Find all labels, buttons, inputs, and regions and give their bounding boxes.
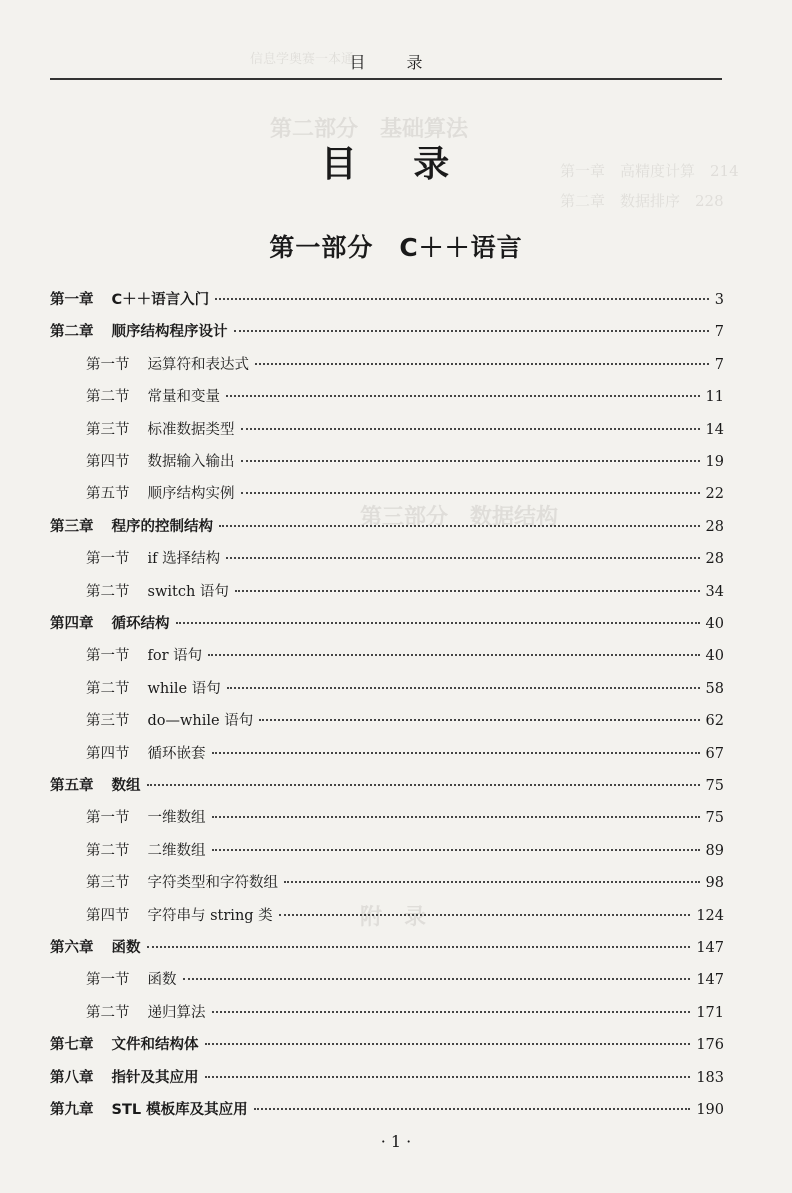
toc-leader-dots: [147, 946, 691, 948]
bleed-through-text: 附 录: [360, 904, 427, 930]
toc-leader-dots: [215, 298, 709, 300]
toc-entry-title: 循环嵌套: [147, 745, 206, 762]
toc-entry-title: 一维数组: [147, 810, 206, 827]
toc-entry-number: 第一节: [86, 648, 130, 665]
toc-entry-title: 程序的控制结构: [111, 518, 213, 535]
toc-chapter-row[interactable]: [50, 612, 724, 634]
toc-leader-dots: [147, 784, 700, 786]
toc-leader-dots: [205, 1076, 691, 1078]
toc-section-row[interactable]: [86, 644, 724, 666]
toc-chapter-row[interactable]: [50, 515, 724, 537]
toc-chapter-row[interactable]: [50, 288, 724, 310]
toc-section-row[interactable]: [86, 353, 724, 375]
toc-entry-title: 文件和结构体: [111, 1037, 199, 1054]
toc-leader-dots: [227, 687, 700, 689]
toc-page-number: 67: [705, 745, 724, 762]
toc-page-number: 147: [696, 940, 724, 956]
toc-page-number: 89: [705, 842, 724, 859]
toc-entry-number: 第五章: [50, 778, 94, 794]
toc-chapter-row[interactable]: [50, 1033, 724, 1055]
toc-page-number: 14: [705, 421, 724, 438]
toc-leader-dots: [212, 849, 700, 851]
toc-section-row[interactable]: [86, 742, 724, 764]
toc-entry-title: 常量和变量: [147, 389, 220, 406]
bleed-through-text: 第二章 数据排序 228: [560, 192, 724, 210]
toc-page-number: 75: [705, 778, 724, 794]
toc-entry-number: 第六章: [50, 940, 94, 956]
toc-page-number: 28: [705, 518, 724, 535]
toc-entry-number: 第二节: [86, 680, 130, 697]
toc-page-number: 40: [705, 648, 724, 665]
toc-entry-number: 第四章: [50, 616, 94, 632]
toc-chapter-row[interactable]: [50, 1066, 724, 1088]
toc-entry-title: C＋＋语言入门: [111, 292, 210, 308]
toc-section-row[interactable]: [86, 709, 724, 731]
part-title: 第一部分 C＋＋语言: [269, 233, 523, 262]
toc-page-number: 147: [696, 972, 724, 989]
toc-entry-number: 第四节: [86, 745, 130, 762]
bleed-through-text: 第一章 高精度计算 214: [560, 162, 739, 180]
toc-chapter-row[interactable]: [50, 1098, 724, 1120]
toc-leader-dots: [254, 1108, 691, 1110]
running-header: [50, 48, 722, 80]
toc-section-row[interactable]: [86, 904, 724, 926]
toc-section-row[interactable]: [86, 871, 724, 893]
toc-entry-number: 第一节: [86, 356, 130, 373]
toc-page-number: 124: [696, 907, 724, 924]
toc-entry-title: 字符类型和字符数组: [147, 875, 278, 892]
toc-leader-dots: [241, 460, 700, 462]
toc-entry-title: switch 语句: [147, 583, 229, 600]
toc-entry-number: 第一节: [86, 810, 130, 827]
toc-leader-dots: [212, 752, 700, 754]
toc-entry-title: 递归算法: [147, 1004, 206, 1021]
toc-entry-title: STL 模板库及其应用: [111, 1102, 248, 1118]
toc-leader-dots: [226, 395, 700, 397]
toc-page-number: 3: [714, 292, 724, 308]
toc-entry-title: 顺序结构程序设计: [111, 324, 228, 341]
toc-page-number: 40: [705, 616, 724, 632]
toc-leader-dots: [205, 1043, 691, 1045]
bleed-through-text: 第二部分 基础算法: [270, 116, 469, 142]
toc-entry-number: 第三节: [86, 875, 130, 892]
toc-leader-dots: [212, 816, 700, 818]
toc-entry-number: 第三节: [86, 421, 130, 438]
toc-page-number: 176: [696, 1037, 724, 1054]
toc-entry-title: do—while 语句: [147, 713, 254, 730]
toc-leader-dots: [212, 1011, 691, 1013]
page-title: 目 录: [320, 144, 472, 185]
toc-entry-number: 第二章: [50, 324, 94, 341]
toc-leader-dots: [219, 525, 700, 527]
toc-entry-title: 二维数组: [147, 842, 206, 859]
bleed-through-text: 信息学奥赛一本通: [250, 52, 355, 67]
toc-page-number: 28: [705, 551, 724, 568]
toc-page-number: 98: [705, 875, 724, 892]
toc-page-number: 7: [714, 324, 724, 341]
toc-page-number: 171: [696, 1004, 724, 1021]
toc-page-number: 34: [705, 583, 724, 600]
toc-section-row[interactable]: [86, 677, 724, 699]
toc-page-number: 22: [705, 486, 724, 503]
toc-entry-title: 数据输入输出: [147, 454, 235, 470]
toc-section-row[interactable]: [86, 1001, 724, 1023]
toc-leader-dots: [234, 330, 709, 332]
header-title: 目 录: [349, 53, 441, 72]
toc-leader-dots: [208, 654, 699, 656]
toc-entry-title: 指针及其应用: [111, 1069, 199, 1086]
toc-entry-title: 运算符和表达式: [147, 356, 249, 373]
toc-entry-number: 第二节: [86, 583, 130, 600]
toc-leader-dots: [235, 590, 700, 592]
toc-entry-title: if 选择结构: [147, 551, 221, 568]
toc-section-row[interactable]: [86, 806, 724, 828]
toc-entry-number: 第四节: [86, 454, 130, 470]
toc-leader-dots: [284, 881, 700, 883]
toc-section-row[interactable]: [86, 839, 724, 861]
toc-section-row[interactable]: [86, 385, 724, 407]
toc-page-number: 62: [705, 713, 724, 730]
toc-chapter-row[interactable]: [50, 320, 724, 342]
toc-page-number: 190: [696, 1102, 724, 1118]
toc-entry-title: 函数: [147, 972, 177, 989]
toc-section-row[interactable]: [86, 547, 724, 569]
toc-entry-title: for 语句: [147, 648, 203, 665]
toc-leader-dots: [241, 428, 700, 430]
toc-section-row[interactable]: [86, 482, 724, 504]
toc-leader-dots: [226, 557, 699, 559]
toc-section-row[interactable]: [86, 450, 724, 472]
toc-entry-title: 顺序结构实例: [147, 486, 235, 503]
toc-page-number: 183: [696, 1069, 724, 1086]
toc-page-number: 58: [705, 680, 724, 697]
toc-entry-number: 第九章: [50, 1102, 94, 1118]
toc-leader-dots: [183, 978, 691, 980]
toc-entry-number: 第二节: [86, 1004, 130, 1021]
toc-entry-number: 第四节: [86, 907, 130, 924]
toc-page-number: 11: [705, 389, 724, 406]
toc-entry-title: 标准数据类型: [147, 421, 235, 438]
toc-chapter-row[interactable]: [50, 936, 724, 958]
toc-leader-dots: [255, 363, 709, 365]
toc-section-row[interactable]: [86, 968, 724, 990]
toc-entry-number: 第二节: [86, 842, 130, 859]
toc-entry-number: 第三章: [50, 518, 94, 535]
page-number-footer: · 1 ·: [380, 1132, 412, 1151]
toc-entry-number: 第二节: [86, 389, 130, 406]
toc-entry-title: while 语句: [147, 680, 221, 697]
toc-chapter-row[interactable]: [50, 774, 724, 796]
toc-entry-number: 第一节: [86, 551, 130, 568]
toc-entry-number: 第八章: [50, 1069, 94, 1086]
toc-entry-number: 第五节: [86, 486, 130, 503]
toc-section-row[interactable]: [86, 418, 724, 440]
toc-entry-number: 第一章: [50, 292, 94, 308]
toc-entry-number: 第三节: [86, 713, 130, 730]
toc-leader-dots: [259, 719, 699, 721]
toc-entry-title: 字符串与 string 类: [147, 907, 273, 924]
toc-entry-title: 数组: [111, 778, 141, 794]
bleed-through-text: 第三部分 数据结构: [360, 504, 559, 530]
toc-leader-dots: [279, 914, 691, 916]
toc-page-number: 75: [705, 810, 724, 827]
toc-entry-number: 第七章: [50, 1037, 94, 1054]
toc-leader-dots: [176, 622, 700, 624]
toc-page-number: 7: [714, 356, 724, 373]
toc-section-row[interactable]: [86, 580, 724, 602]
toc-entry-title: 循环结构: [111, 616, 170, 632]
toc-entry-title: 函数: [111, 940, 141, 956]
toc-page-number: 19: [705, 454, 724, 470]
toc-leader-dots: [241, 492, 700, 494]
toc-entry-number: 第一节: [86, 972, 130, 989]
